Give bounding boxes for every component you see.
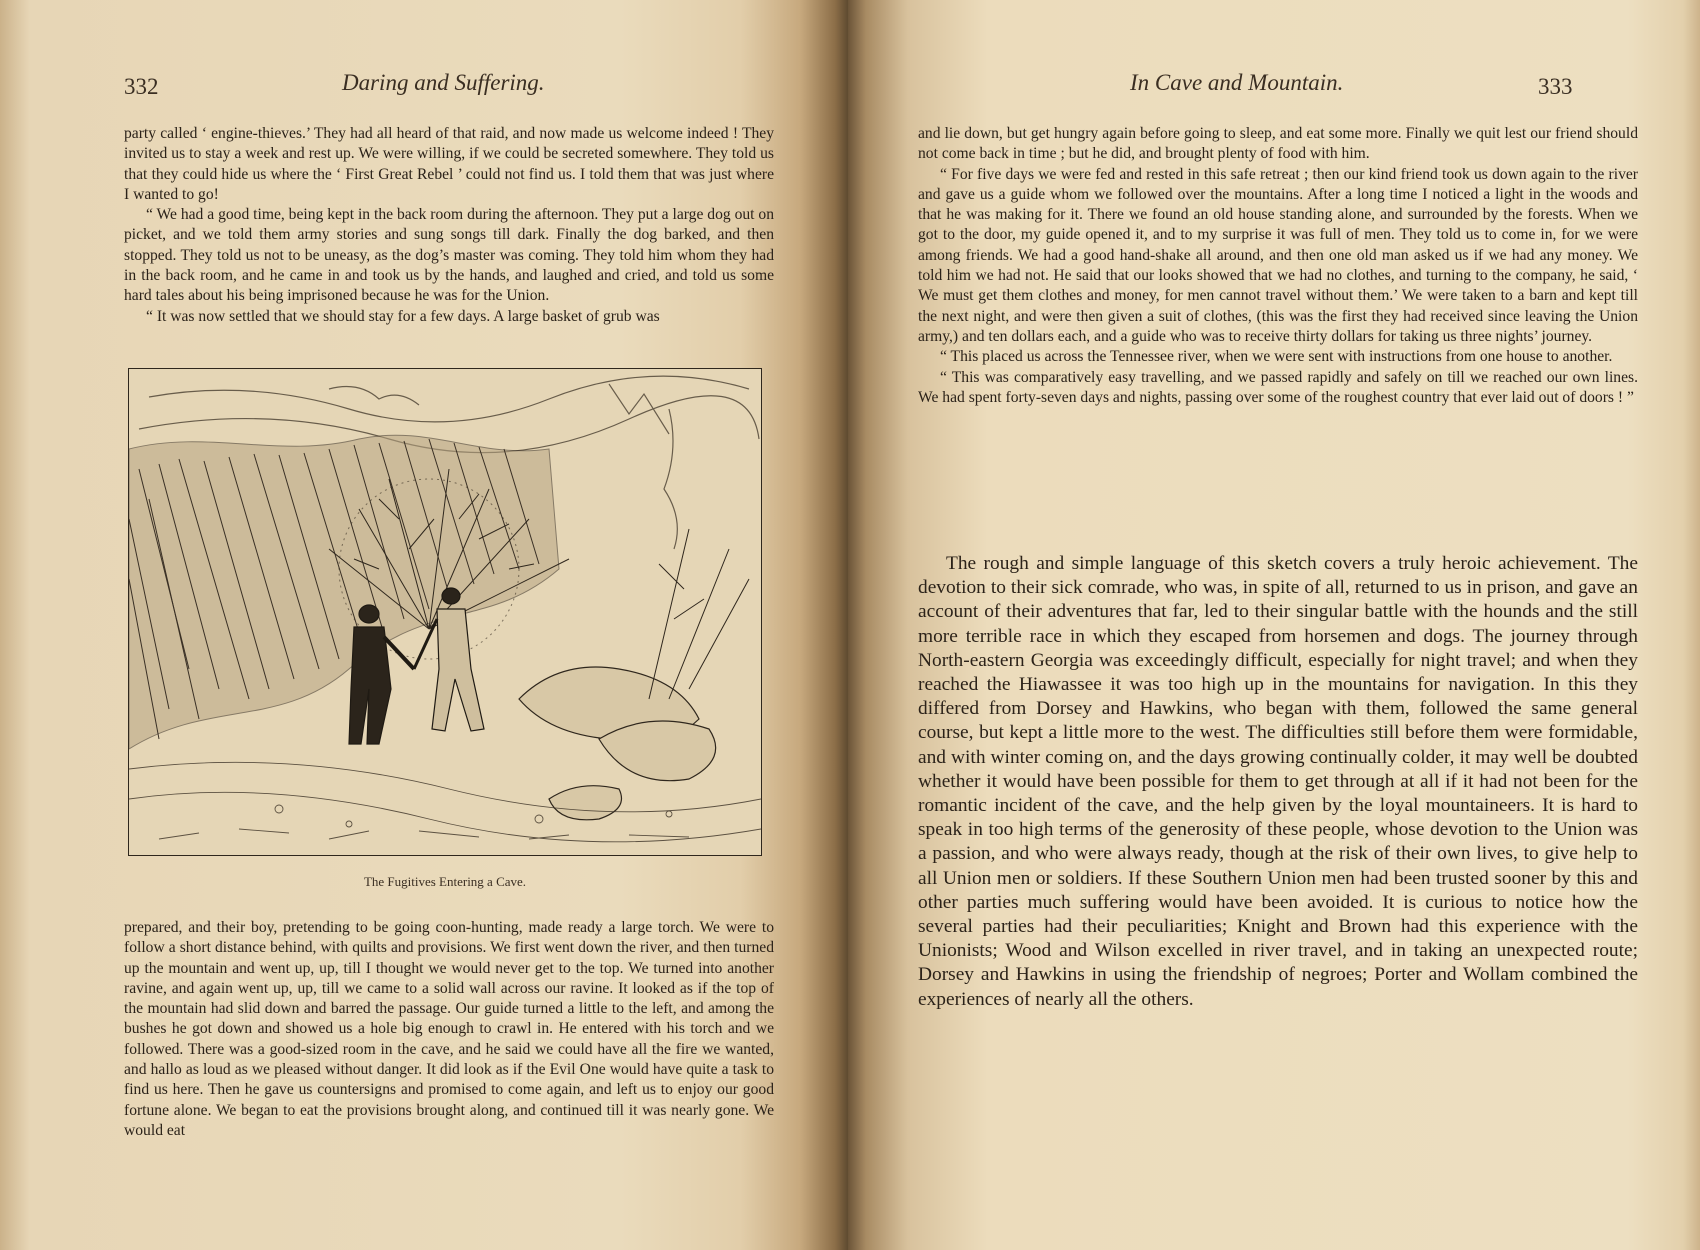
right-page [848,0,1700,1250]
paragraph: and lie down, but get hungry again before going to sleep, and eat some more. Finally we quit lest our friend should not come back in time ; but he did, and brought plenty of food with him. [918,125,1638,163]
paragraph: “ It was now settled that we should stay for a few days. A large basket of grub was [146,307,660,325]
paragraph: prepared, and their boy, pretending to be going coon-hunting, made ready a large torch. We were to follow a short distance behind, with quilts and provisions. We first went down the river, and then turned up the mountain and went up, up, till I thought we would never get to the top. We turned into another ravine, and again went up, up, till we came to a solid wall across our ravine. It looked as if the top of the mountain had slid down and barred the passage. Our guide turned a little to the left, and among the bushes he got down and showed us a hole big enough to crawl in. He entered with his torch and we followed. There was a good-sized room in the cave, and he said we could have all the fire we wanted, and hallo as loud as we pleased without danger. It did look as if the Evil One would have quite a task to find us here. Then he gave us countersigns and promised to come again, and left us to enjoy our good fortune alone. We began to eat the provisions brought along, and continued till it was nearly gone. We would eat [124,919,774,1139]
text-block-bottom [124,918,774,1141]
paragraph: “ This was comparatively easy travelling, and we passed rapidly and safely on till we reached our own lines. We had spent forty-seven days and nights, passing over some of the roughest country that ever laid out of doors ! ” [918,368,1638,406]
paragraph: “ For five days we were fed and rested in this safe retreat ; then our kind friend took us down again to the river and gave us a guide whom we followed over the mountains. After a long time I noticed a light in the woods and that he was making for it. There we found an old house standing alone, and surrounded by the forests. When we got to the door, my guide opened it, and to my surprise it was full of men. They told us to come in, for we were among friends. We had a good hand-shake all around, and then one old man asked us if we had any money. We told him we had not. He said that our looks showed that we had no clothes, and turning to the company, he said, ‘ We must get them clothes and money, for men cannot travel without them.’ We were taken to a barn and kept till the next night, and were then given a suit of clothes, (this was the first they had received since leaving the Union army,) and ten dollars each, and a guide who was to receive thirty dollars for taking us three nights’ journey. [918,165,1638,345]
text-block-top [124,124,774,327]
left-page [0,0,848,1250]
paragraph: “ This placed us across the Tennessee river, when we were sent with instructions from one house to another. [940,348,1613,366]
paragraph: party called ‘ engine-thieves.’ They had all heard of that raid, and now made us welcome indeed ! They invited us to stay a week and rest up. We were willing, if we could be secreted somewhere. They told us that they could hide us where the ‘ First Great Rebel ’ could not find us. I told them that was just where I wanted to go! [124,125,774,203]
main-text-block [918,552,1638,1012]
engraving-illustration [128,368,762,856]
page-number: 333 [1538,74,1573,99]
running-head: Daring and Suffering. [342,70,545,95]
paragraph: The rough and simple language of this sketch covers a truly heroic achievement. The devotion to their sick comrade, who was, in spite of all, returned to us in prison, and gave an account of their adventures that far, led to their singular battle with the hounds and the still more terrible race in which they escaped from horsemen and dogs. The journey through North-eastern Georgia was exceedingly difficult, especially for night travel; and when they reached the Hiawassee it was too high up in the mountains for navigation. In this they differed from Dorsey and Hawkins, who began with them, followed the same general course, but kept a little more to the west. The difficulties still before them were formidable, and with winter coming on, and the days growing continually colder, it may well be doubted whether it would have been possible for them to get through at all if it had not been for the romantic incident of the cave, and the help given by the loyal mountaineers. It is hard to speak in too high terms of the generosity of these people, whose devotion to the Union was a passion, and who were always ready, though at the risk of their own lives, to give help to all Union men or soldiers. If these Southern Union men had been trusted sooner by this and other parties much suffering would have been avoided. It is curious to notice how the several parties had their peculiarities; Knight and Brown had this experience with the Unionists; Wood and Wilson excelled in river travel, and in taking an unexpected route; Dorsey and Hawkins in using the friendship of negroes; Porter and Wollam combined the experiences of nearly all the others. [918,553,1638,1010]
page-number: 332 [124,74,159,99]
quoted-text-block [918,124,1638,408]
figure-caption: The Fugitives Entering a Cave. [363,874,527,889]
paragraph: “ We had a good time, being kept in the back room during the afternoon. They put a large dog out on picket, and we told them army stories and sung songs till dark. Finally the dog barked, and then stopped. They told us not to be uneasy, as the dog’s master was coming. They told him whom they had in the back room, and he came in and took us by the hands, and laughed and cried, and told us some hard tales about his being imprisoned because he was for the Union. [124,206,774,305]
running-head: In Cave and Mountain. [1130,70,1344,95]
cave-engraving-drawing [129,369,761,855]
